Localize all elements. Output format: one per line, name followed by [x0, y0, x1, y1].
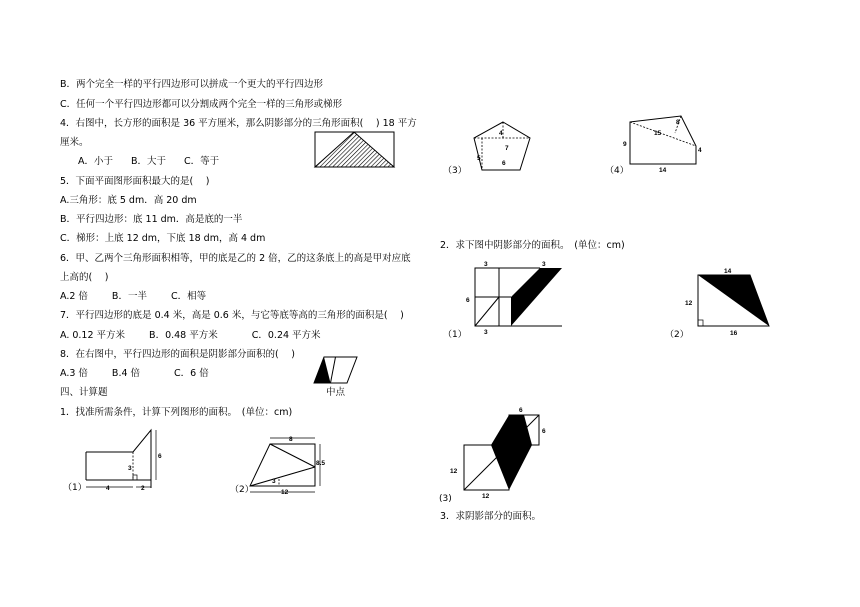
- fig2-base-value: 12: [281, 489, 289, 496]
- shaded-square-label: （1）: [443, 330, 467, 340]
- section-4-question-1-stem: 1．找准所需条件，计算下列图形的面积。 (单位：cm): [60, 407, 293, 418]
- q6-option-b: B．一半: [111, 291, 147, 302]
- fig3-value-12a: 12: [450, 468, 458, 475]
- trapezoid-shape: [630, 116, 696, 164]
- q4-option-a: A．小于: [78, 156, 113, 167]
- fig3-value-12b: 12: [482, 493, 490, 500]
- q8-option-a: A.3 倍: [60, 368, 88, 379]
- question-4-line1: 4．右图中，长方形的面积是 36 平方厘米，那么阴影部分的三角形面积( ) 18 平方: [60, 118, 417, 129]
- pentagon-value-4: 4: [499, 130, 503, 137]
- q5-option-b: B．平行四边形：底 11 dm．高是底的一半: [60, 214, 243, 225]
- pentagon-value-6: 6: [502, 160, 506, 167]
- question-8-options: [60, 368, 209, 380]
- q5-option-a: A.三角形：底 5 dm．高 20 dm: [60, 195, 197, 206]
- stacked-squares-figure: [446, 400, 556, 498]
- pentagon-value-7: 7: [505, 145, 509, 152]
- q5-option-c: C．梯形：上底 12 dm，下底 18 dm，高 4 dm: [60, 233, 266, 244]
- q8-parallelogram-figure: [312, 355, 362, 387]
- pentagon-value-5: 5: [477, 155, 481, 162]
- q7-option-a: A. 0.12 平方米: [60, 330, 126, 341]
- q2-1-shaded-region: [511, 268, 562, 326]
- q7-option-c: C．0.24 平方米: [251, 330, 321, 341]
- fig1-inner-height-value: 3: [128, 465, 132, 472]
- option-c-parallelogram: C．任何一个平行四边形都可以分割成两个完全一样的三角形或梯形: [60, 99, 343, 110]
- tri-bottom-value-16: 16: [730, 330, 738, 337]
- q4-option-b: B．大于: [131, 156, 167, 167]
- tri-side-value-12: 12: [685, 300, 693, 307]
- question-7-stem: 7．平行四边形的底是 0.4 米，高是 0.6 米，与它等底等高的三角形的面积是( ): [60, 310, 404, 321]
- fig1-outer-height-value: 6: [158, 453, 162, 460]
- calc-figure-1: [78, 425, 168, 495]
- question-3-stem: 3．求阴影部分的面积。: [440, 511, 542, 522]
- question-4-options: [78, 156, 219, 168]
- fig3-value-6b: 6: [542, 428, 546, 435]
- q8-option-b: B.4 倍: [111, 368, 141, 379]
- fig1-bottom-left-value: 4: [106, 485, 110, 492]
- question-5-stem: 5．下面平面图形面积最大的是( ): [60, 176, 210, 187]
- fig2-height-value: 3: [272, 478, 276, 485]
- shaded-square-figure: [462, 258, 572, 336]
- pentagon-label: （3）: [443, 166, 467, 176]
- stacked-squares-label: (3): [439, 494, 452, 504]
- q2-2-shaded-triangle: [698, 275, 769, 326]
- trapezoid-value-8: 8: [676, 119, 680, 126]
- trapezoid-value-14: 14: [659, 167, 667, 174]
- q6-option-a: A.2 倍: [60, 291, 88, 302]
- trapezoid-figure: [618, 112, 703, 174]
- q2-3-shaded-region: [491, 415, 532, 490]
- q6-option-c: C．相等: [170, 291, 207, 302]
- question-6-line2: 上高的( ): [60, 272, 109, 283]
- trapezoid-value-9: 9: [623, 141, 627, 148]
- trapezoid-label: （4）: [605, 166, 629, 176]
- calc-figure-2: [245, 432, 335, 497]
- tri-top-value-14: 14: [724, 268, 732, 275]
- q8-option-c: C．6 倍: [174, 368, 209, 379]
- trapezoid-value-15: 15: [654, 130, 662, 137]
- shaded-triangle-figure: [680, 265, 775, 337]
- question-4-line2: 厘米。: [60, 137, 89, 148]
- question-6-line1: 6．甲、乙两个三角形面积相等，甲的底是乙的 2 倍，乙的这条底上的高是甲对应底: [60, 253, 411, 264]
- q4-rectangle-figure: [314, 130, 396, 170]
- fig2-top-value: 8: [289, 436, 293, 443]
- trapezoid-value-4: 4: [698, 147, 702, 154]
- sq-side-value-6: 6: [466, 297, 470, 304]
- question-6-options: [60, 291, 206, 303]
- calc-figure-1-label: （1）: [63, 483, 87, 493]
- calc-figure-2-label: （2）: [230, 485, 254, 495]
- option-b-parallelogram: B．两个完全一样的平行四边形可以拼成一个更大的平行四边形: [60, 79, 324, 90]
- fig2-right-value: 8.5: [316, 460, 326, 467]
- q4-option-c: C．等于: [184, 156, 220, 167]
- pentagon-figure: [470, 118, 545, 178]
- sq-top-value-3b: 3: [542, 261, 546, 268]
- question-8-stem: 8．在右图中，平行四边形的面积是阴影部分面积的( ): [60, 349, 295, 360]
- sq-bottom-value-3: 3: [484, 329, 488, 336]
- sq-top-value-3: 3: [484, 261, 488, 268]
- section-4-title: 四、计算题: [60, 387, 108, 398]
- question-2-stem: 2．求下图中阴影部分的面积。 (单位：cm): [440, 240, 625, 251]
- fig3-value-6a: 6: [519, 407, 523, 414]
- shaded-triangle-label: （2）: [665, 330, 689, 340]
- fig1-bottom-right-value: 2: [141, 485, 145, 492]
- question-7-options: [60, 330, 321, 342]
- q8-figure-caption: 中点: [326, 387, 346, 398]
- q7-option-b: B．0.48 平方米: [149, 330, 218, 341]
